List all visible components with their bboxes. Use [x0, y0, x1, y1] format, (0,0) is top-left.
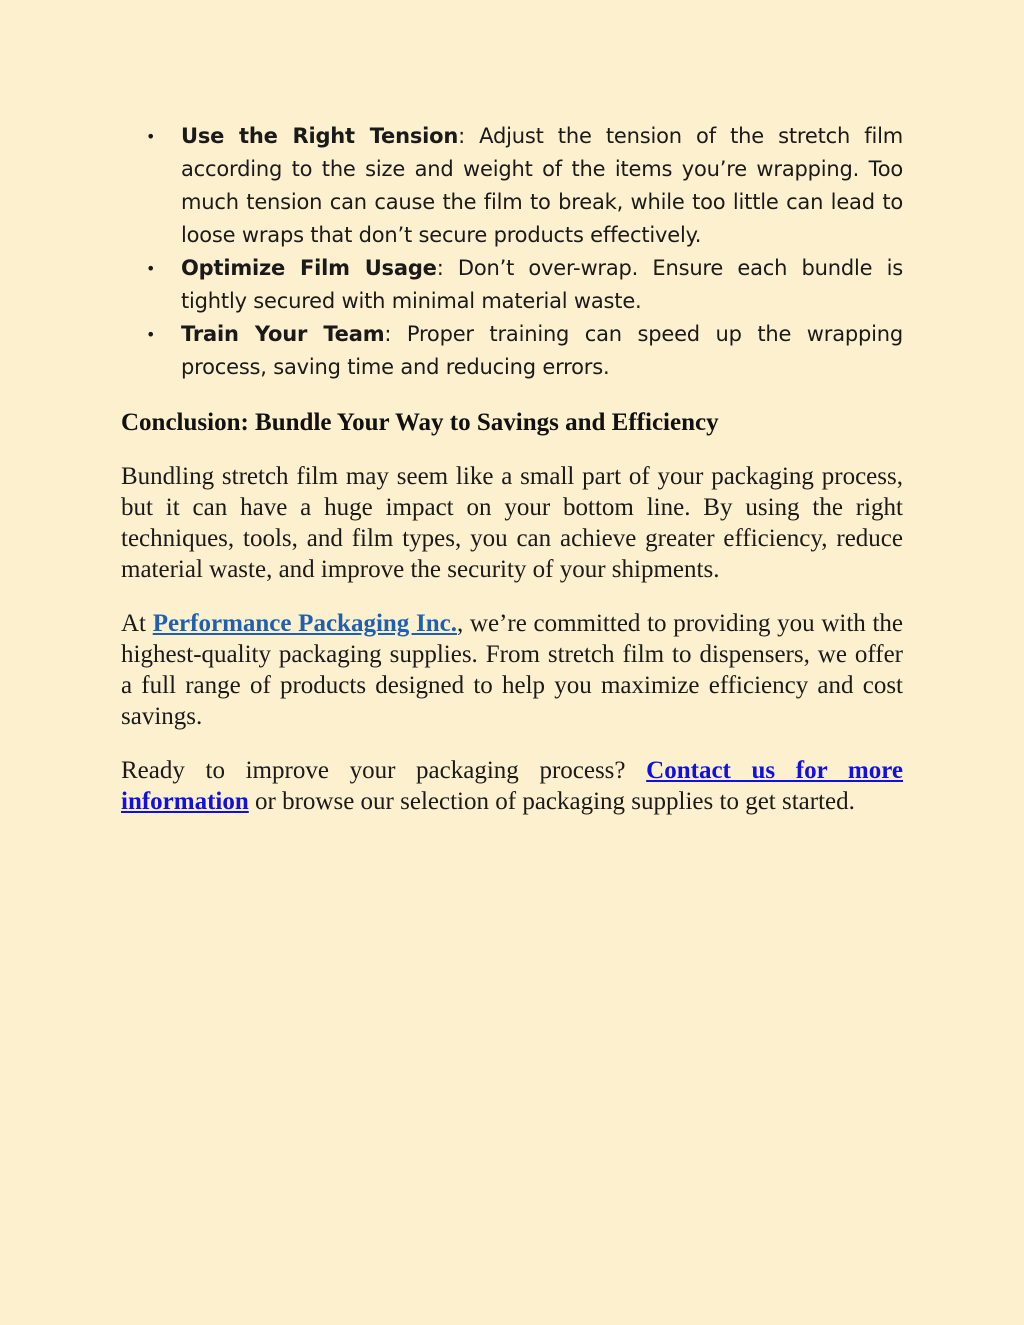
bullet-icon: •: [146, 325, 156, 344]
tip-title: Use the Right Tension: [181, 124, 459, 148]
contact-link[interactable]: Contact us for more information: [121, 757, 903, 815]
list-item: [121, 120, 903, 252]
paragraph-text: Ready to improve your packaging process?: [121, 757, 647, 784]
list-item: [121, 318, 903, 384]
bullet-icon: •: [146, 127, 156, 146]
conclusion-paragraph: Bundling stretch film may seem like a small part of your packaging process, but it can have a huge impact on your bottom line. By using the right techniques, tools, and film types, you can achieve greater efficiency, reduce material waste, and improve the security of your shipments.: [121, 463, 903, 583]
tip-title: Train Your Team: [181, 322, 385, 346]
document-page: [121, 120, 903, 817]
company-link[interactable]: Performance Packaging Inc.: [152, 610, 457, 637]
tip-text: : Don’t over-wrap. Ensure each bundle is tightly secured with minimal material waste.: [181, 256, 903, 313]
cta-paragraph: [121, 755, 903, 817]
tip-text: : Proper training can speed up the wrapping process, saving time and reducing errors.: [181, 322, 903, 379]
company-paragraph: [121, 608, 903, 732]
paragraph-text: At: [121, 610, 153, 637]
tips-list: [121, 120, 903, 384]
paragraph-text: or browse our selection of packaging supplies to get started.: [248, 788, 855, 815]
bullet-icon: •: [146, 259, 156, 278]
paragraph-text: , we’re committed to providing you with the highest-quality packaging supplies. From stretch film to dispensers, we offer a full range of products designed to help you maximize efficiency and cost savings.: [121, 610, 903, 730]
tip-title: Optimize Film Usage: [181, 256, 437, 280]
tip-text: : Adjust the tension of the stretch film according to the size and weight of the items you’re wrapping. Too much tension can cause the film to break, while too little can lead to loose wraps that don’t secure products effectively.: [181, 124, 904, 247]
conclusion-heading: Conclusion: Bundle Your Way to Savings and Efficiency: [121, 409, 719, 436]
list-item: [121, 252, 903, 318]
